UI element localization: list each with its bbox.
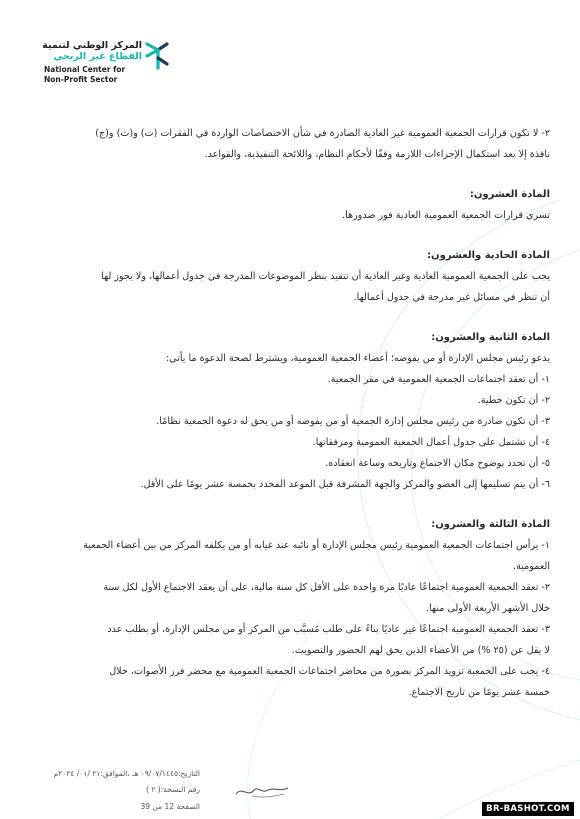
article-22-heading: المادة الثانية والعشرون: (431, 332, 550, 343)
footer-page-number: الصفحة 12 من 39 (140, 802, 200, 811)
article-23-line5: ٣- تعقد الجمعية العمومية اجتماعًا غير عاديًا بناءً على طلب مُسبَّب من المركز أو من مجلس الإدارة، أو بطلب عدد (107, 624, 550, 635)
article-23-line2: العمومية. (513, 561, 550, 572)
footer-date: التاريخ:٠٩/٠٧/١٤٤٥ هـ ،الموافق:٢١ /٠١/ ٢٠٢٤م (53, 769, 200, 778)
article-23-line1: ١- يرأس اجتماعات الجمعية العمومية رئيس مجلس الإدارة أو نائبه عند غيابه أو من يكلفه المركز من بين أعضاء الجمعية (83, 540, 550, 551)
article-21-line1: يجب على الجمعية العمومية العادية وغير العادية أن تتقيد بنظر الموضوعات المدرجة في جدول أعمالها، ولا يجوز لها (101, 271, 550, 282)
logo-english-line2: Non-Profit Sector (44, 75, 118, 84)
site-watermark-badge: BR-BASHOT.COM (482, 802, 574, 816)
article-23-line7: ٤- يجب على الجمعية تزويد المركز بصورة من محاضر اجتماعات الجمعية العمومية مع محضر فرز الأصوات، خلال (109, 666, 550, 677)
article-23-line8: خمسة عشر يومًا من تاريخ الاجتماع. (408, 687, 550, 698)
logo-english-line1: National Center for (44, 65, 126, 74)
org-logo (40, 36, 170, 92)
item-2-line1: ٢- لا تكون قرارات الجمعية العمومية غير العادية الصادرة في شأن الاختصاصات الواردة في الفقرات (ت) و(ث) و(ج) (95, 128, 550, 139)
document-body (34, 123, 550, 703)
article-22-item-3: ٣- أن تكون صادرة من رئيس مجلس إدارة الجمعية أو من يفوضه أو من يحق له دعوة الجمعية نظامًا. (156, 416, 550, 427)
article-22-item-5: ٥- أن تحدد بوضوح مكان الاجتماع وتاريخه وساعة انعقاده. (325, 458, 550, 469)
article-22-item-4: ٤- أن تشتمل على جدول أعمال الجمعية العمومية ومرفقاتها. (312, 437, 550, 448)
logo-arabic-line2: القطاع غير الربحي (53, 51, 142, 62)
footer-version: رقم النسخة:( ٢ ) (146, 785, 200, 794)
article-20-text: تسري قرارات الجمعية العمومية العادية فور صدورها. (342, 210, 550, 221)
signature-mark (232, 778, 292, 802)
article-23-line4: خلال الأشهر الأربعة الأولى منها. (425, 603, 550, 614)
article-22-item-2: ٢- أن تكون خطية. (477, 395, 550, 406)
article-22-intro: يدعو رئيس مجلس الإدارة أو من يفوضه؛ أعضاء الجمعية العمومية، ويشترط لصحة الدعوة ما يأتي: (165, 353, 550, 364)
article-23-line6: لا يقل عن (٢٥ %) من الأعضاء الذين يحق لهم الحضور والتصويت. (291, 645, 550, 656)
logo-arabic-line1: المركز الوطني لتنمية (42, 40, 142, 51)
article-23-heading: المادة الثالثة والعشرون: (431, 519, 550, 530)
article-22-item-6: ٦- أن يتم تسليمها إلى العضو والمركز والجهة المشرفة قبل الموعد المحدد بخمسة عشر يومًا على الأقل. (140, 479, 550, 490)
article-21-line2: أن تنظر في مسائل غير مدرجة في جدول أعمالها. (353, 292, 550, 303)
item-2-line2: نافذة إلا بعد استكمال الإجراءات اللازمة وفقًا لأحكام النظام، واللائحة التنفيذية، والقواعد. (204, 149, 550, 160)
logo-mark-icon (144, 38, 170, 72)
article-21-heading: المادة الحادية والعشرون: (427, 250, 550, 261)
article-22-item-1: ١- أن تعقد اجتماعات الجمعية العمومية في مقر الجمعية. (327, 374, 550, 385)
article-23-line3: ٢- تعقد الجمعية العمومية اجتماعًا عاديًا مرة واحدة على الأقل كل سنة مالية، على أن يعقد الاجتماع الأول لكل سنة (103, 582, 550, 593)
article-20-heading: المادة العشرون: (469, 189, 550, 200)
